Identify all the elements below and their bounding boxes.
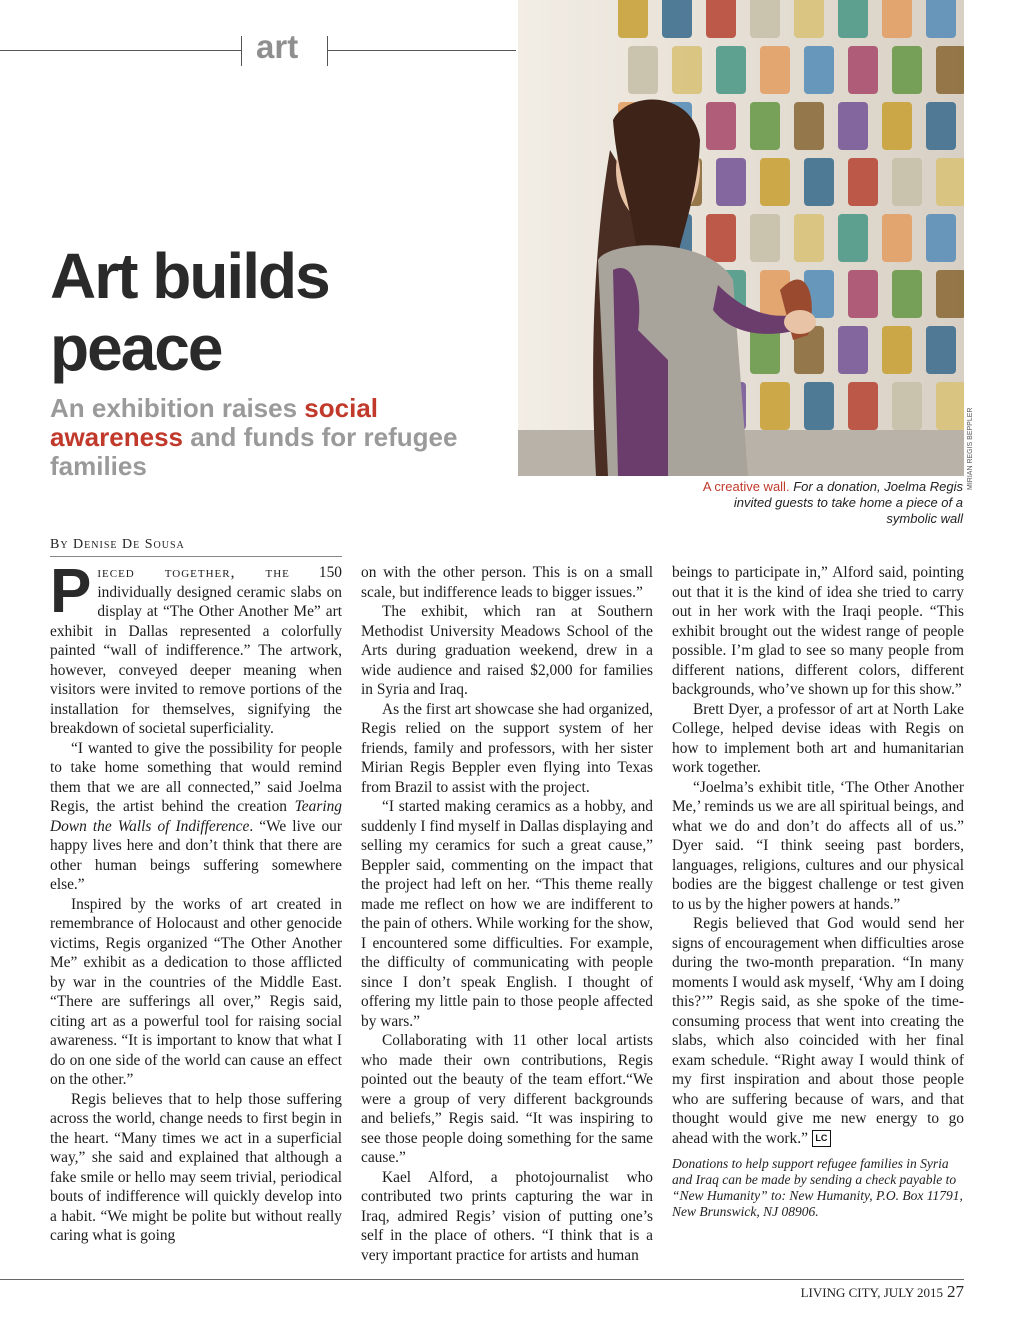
ceramic-scroll: [760, 158, 790, 206]
publication-name: LIVING CITY, JULY 2015: [800, 1285, 943, 1300]
paragraph: Inspired by the works of art created in remembrance of Holocaust and other genocide victims, Regis organized “The Other Another Me” exhibit as a dedication to those afflicted by war in the countries of the Middle East. “There are sufferings all over,” Regis said, citing art as a powerful tool for raising social awareness. “It is important to know that what I do on one side of the world can cause an effect on the other.”: [50, 895, 342, 1088]
ceramic-scroll: [794, 214, 824, 262]
ceramic-scroll: [936, 46, 964, 94]
paragraph-text: . “We live our happy lives here and don’t think that there are other human beings suffering somewhere else.”: [50, 817, 342, 893]
ceramic-scroll: [706, 214, 736, 262]
paragraph-text: 150 individually designed ceramic slabs on display at “The Other Another Me” art exhibit in Dallas represented a colorfully painted “wall of indifference.” The artwork, however, conveyed deeper meaning when visitors were invited to remove portions of the installation for themselves, signifying the breakdown of societal superficiality.: [50, 564, 343, 737]
paragraph: [50, 739, 342, 895]
ceramic-scroll: [848, 46, 878, 94]
ceramic-scroll: [926, 326, 956, 374]
paragraph: “I started making ceramics as a hobby, and suddenly I find myself in Dallas displaying and selling my ceramics for such a great cause,” Beppler said, commenting on the impact that the project had left on her. “This theme really made me reflect on how we are indifferent to the pain of others. While working for the show, I encountered some difficulties. For example, the difficulty of communicating with people since I don’t speak English. I thought of offering my little pain to those people affected by wars.”: [361, 798, 653, 1030]
photo-credit: MIRIAN REGIS BEPPLER: [967, 407, 974, 490]
drop-cap: P: [50, 557, 92, 626]
page-footer: [801, 1282, 964, 1302]
paragraph: The exhibit, which ran at Southern Methodist University Meadows School of the Arts during graduation weekend, drew in a wide audience and raised $2,000 for families in Syria and Iraq.: [361, 603, 653, 698]
page-number: 27: [947, 1282, 964, 1301]
ceramic-scroll: [706, 102, 736, 150]
ceramic-scroll: [838, 102, 868, 150]
paragraph-text: “I wanted to give the possibility for people to take home something that would remind them that we are all connected,” said Joelma Regis, the artist behind the creation: [50, 739, 342, 815]
artwork-title: Tearing Down the Walls of Indifference: [50, 798, 342, 835]
subhead-highlight: social awareness: [50, 393, 379, 452]
caption-text: For a donation, Joelma Regis invited guests to take home a piece of a symbolic wall: [733, 479, 963, 526]
ceramic-scroll: [750, 102, 780, 150]
headline: Art builds peace: [50, 240, 329, 384]
ceramic-scroll: [882, 214, 912, 262]
paragraph: As the first art showcase she had organized, Regis relied on the support system of her friends, family and professors, with her sister Mirian Regis Beppler even flying into Texas from Brazil to assist with the project.: [361, 700, 653, 796]
ceramic-scroll: [760, 382, 790, 430]
subhead-pre: An exhibition raises: [50, 393, 305, 423]
lead-in: ieced together, the: [97, 564, 290, 581]
ceramic-scroll: [662, 0, 692, 38]
header-rule-tick-right: [327, 36, 328, 66]
ceramic-scroll: [716, 46, 746, 94]
ceramic-scroll: [750, 0, 780, 38]
ceramic-scroll: [804, 382, 834, 430]
paragraph: on with the other person. This is on a small scale, but indifference leads to bigger issues.”: [361, 564, 653, 601]
ceramic-scroll: [848, 382, 878, 430]
paragraph: [672, 914, 964, 1148]
paragraph: Kael Alford, a photojournalist who contributed two prints capturing the war in Iraq, admired Regis’ vision of putting one’s self in the place of others. “I think that is a very important practice for artists and human: [361, 1168, 653, 1264]
ceramic-scroll: [804, 46, 834, 94]
byline: By Denise De Sousa: [50, 537, 342, 557]
section-label: art: [256, 28, 299, 65]
ceramic-scroll: [892, 270, 922, 318]
ceramic-scroll: [838, 214, 868, 262]
ceramic-scroll: [936, 158, 964, 206]
ceramic-scroll: [760, 46, 790, 94]
paragraph: Brett Dyer, a professor of art at North Lake College, helped devise ideas with Regis on how to implement both art and humanitarian work together.: [672, 700, 964, 776]
subhead: [50, 394, 490, 481]
ceramic-scroll: [804, 158, 834, 206]
article-photo: [518, 0, 964, 476]
body-column-2: [361, 563, 653, 1265]
body-column-1: [50, 557, 343, 1246]
paragraph: beings to participate in,” Alford said, pointing out that it is the kind of idea she tried to carry out in her work with the Iraqi people. “This exhibit brought out the widest range of people possible. I’m glad to see so many people from different nations, different colors, different backgrounds, who’ve shown up for this show.”: [672, 564, 964, 698]
ceramic-scroll: [794, 102, 824, 150]
ceramic-scroll: [892, 46, 922, 94]
body-column-3: [672, 563, 964, 1220]
ceramic-scroll: [892, 158, 922, 206]
ceramic-scroll: [618, 0, 648, 38]
paragraph: [50, 557, 343, 739]
ceramic-scroll: [936, 270, 964, 318]
ceramic-scroll: [750, 214, 780, 262]
ceramic-scroll: [838, 0, 868, 38]
end-mark-logo: LC: [812, 1130, 831, 1147]
ceramic-scroll: [882, 102, 912, 150]
ceramic-scroll: [882, 326, 912, 374]
ceramic-scroll: [706, 0, 736, 38]
caption-lead: A creative wall.: [702, 479, 790, 494]
header-rule-tick-left: [241, 36, 242, 66]
photo-caption: [700, 479, 963, 527]
paragraph: “Joelma’s exhibit title, ‘The Other Another Me,’ reminds us we are all spiritual beings, and what we do and don’t do affects all of us.” Dyer said. “I think seeing past borders, languages, religions, cultures and our physical bodies are the biggest challenge or test given to us by the higher powers at hands.”: [672, 778, 964, 913]
ceramic-wall-photo: [518, 0, 964, 476]
ceramic-scroll: [848, 270, 878, 318]
header-rule-left: [0, 50, 241, 51]
ceramic-scroll: [848, 158, 878, 206]
donation-note: Donations to help support refugee families in Syria and Iraq can be made by sending a check payable to “New Humanity” to: New Humanity, P.O. Box 11791, New Brunswick, NJ 08906.: [672, 1156, 963, 1219]
subhead-post: and funds for refugee families: [50, 422, 458, 481]
ceramic-scroll: [926, 0, 956, 38]
ceramic-scroll: [794, 0, 824, 38]
header-rule-right: [328, 50, 516, 51]
ceramic-scroll: [926, 214, 956, 262]
paragraph-text: Regis believed that God would send her signs of encouragement when difficulties arose during the two-month preparation. “In many moments I would ask myself, ‘Why am I doing this?’” Regis said, as she spoke of the time-consuming process that went into creating the slabs, which also coincided with her final exam schedule. “Right away I would think of my first inspiration and about those people who are suffering because of wars, and that thought would give me new energy to go ahead with the work.”: [672, 915, 964, 1147]
ceramic-scroll: [892, 382, 922, 430]
ceramic-scroll: [882, 0, 912, 38]
ceramic-scroll: [926, 102, 956, 150]
footer-rule: [0, 1279, 964, 1280]
paragraph: Collaborating with 11 other local artists who made their own contributions, Regis pointed out the beauty of the team effort.“We were a group of very different backgrounds and beliefs,” Regis said. “It was inspiring to see those people doing something for the same cause.”: [361, 1032, 653, 1166]
ceramic-scroll: [936, 382, 964, 430]
paragraph: Regis believes that to help those suffering across the world, change needs to first begin in the heart. “Many times we act in a superficial way,” she said and explained that although a fake smile or hello may seem trivial, periodical bouts of indifference will quickly develop into a habit. “We might be polite but without really caring what is going: [50, 1090, 342, 1244]
ceramic-scroll: [628, 46, 658, 94]
ceramic-scroll: [716, 158, 746, 206]
ceramic-scroll: [838, 326, 868, 374]
ceramic-scroll: [672, 46, 702, 94]
